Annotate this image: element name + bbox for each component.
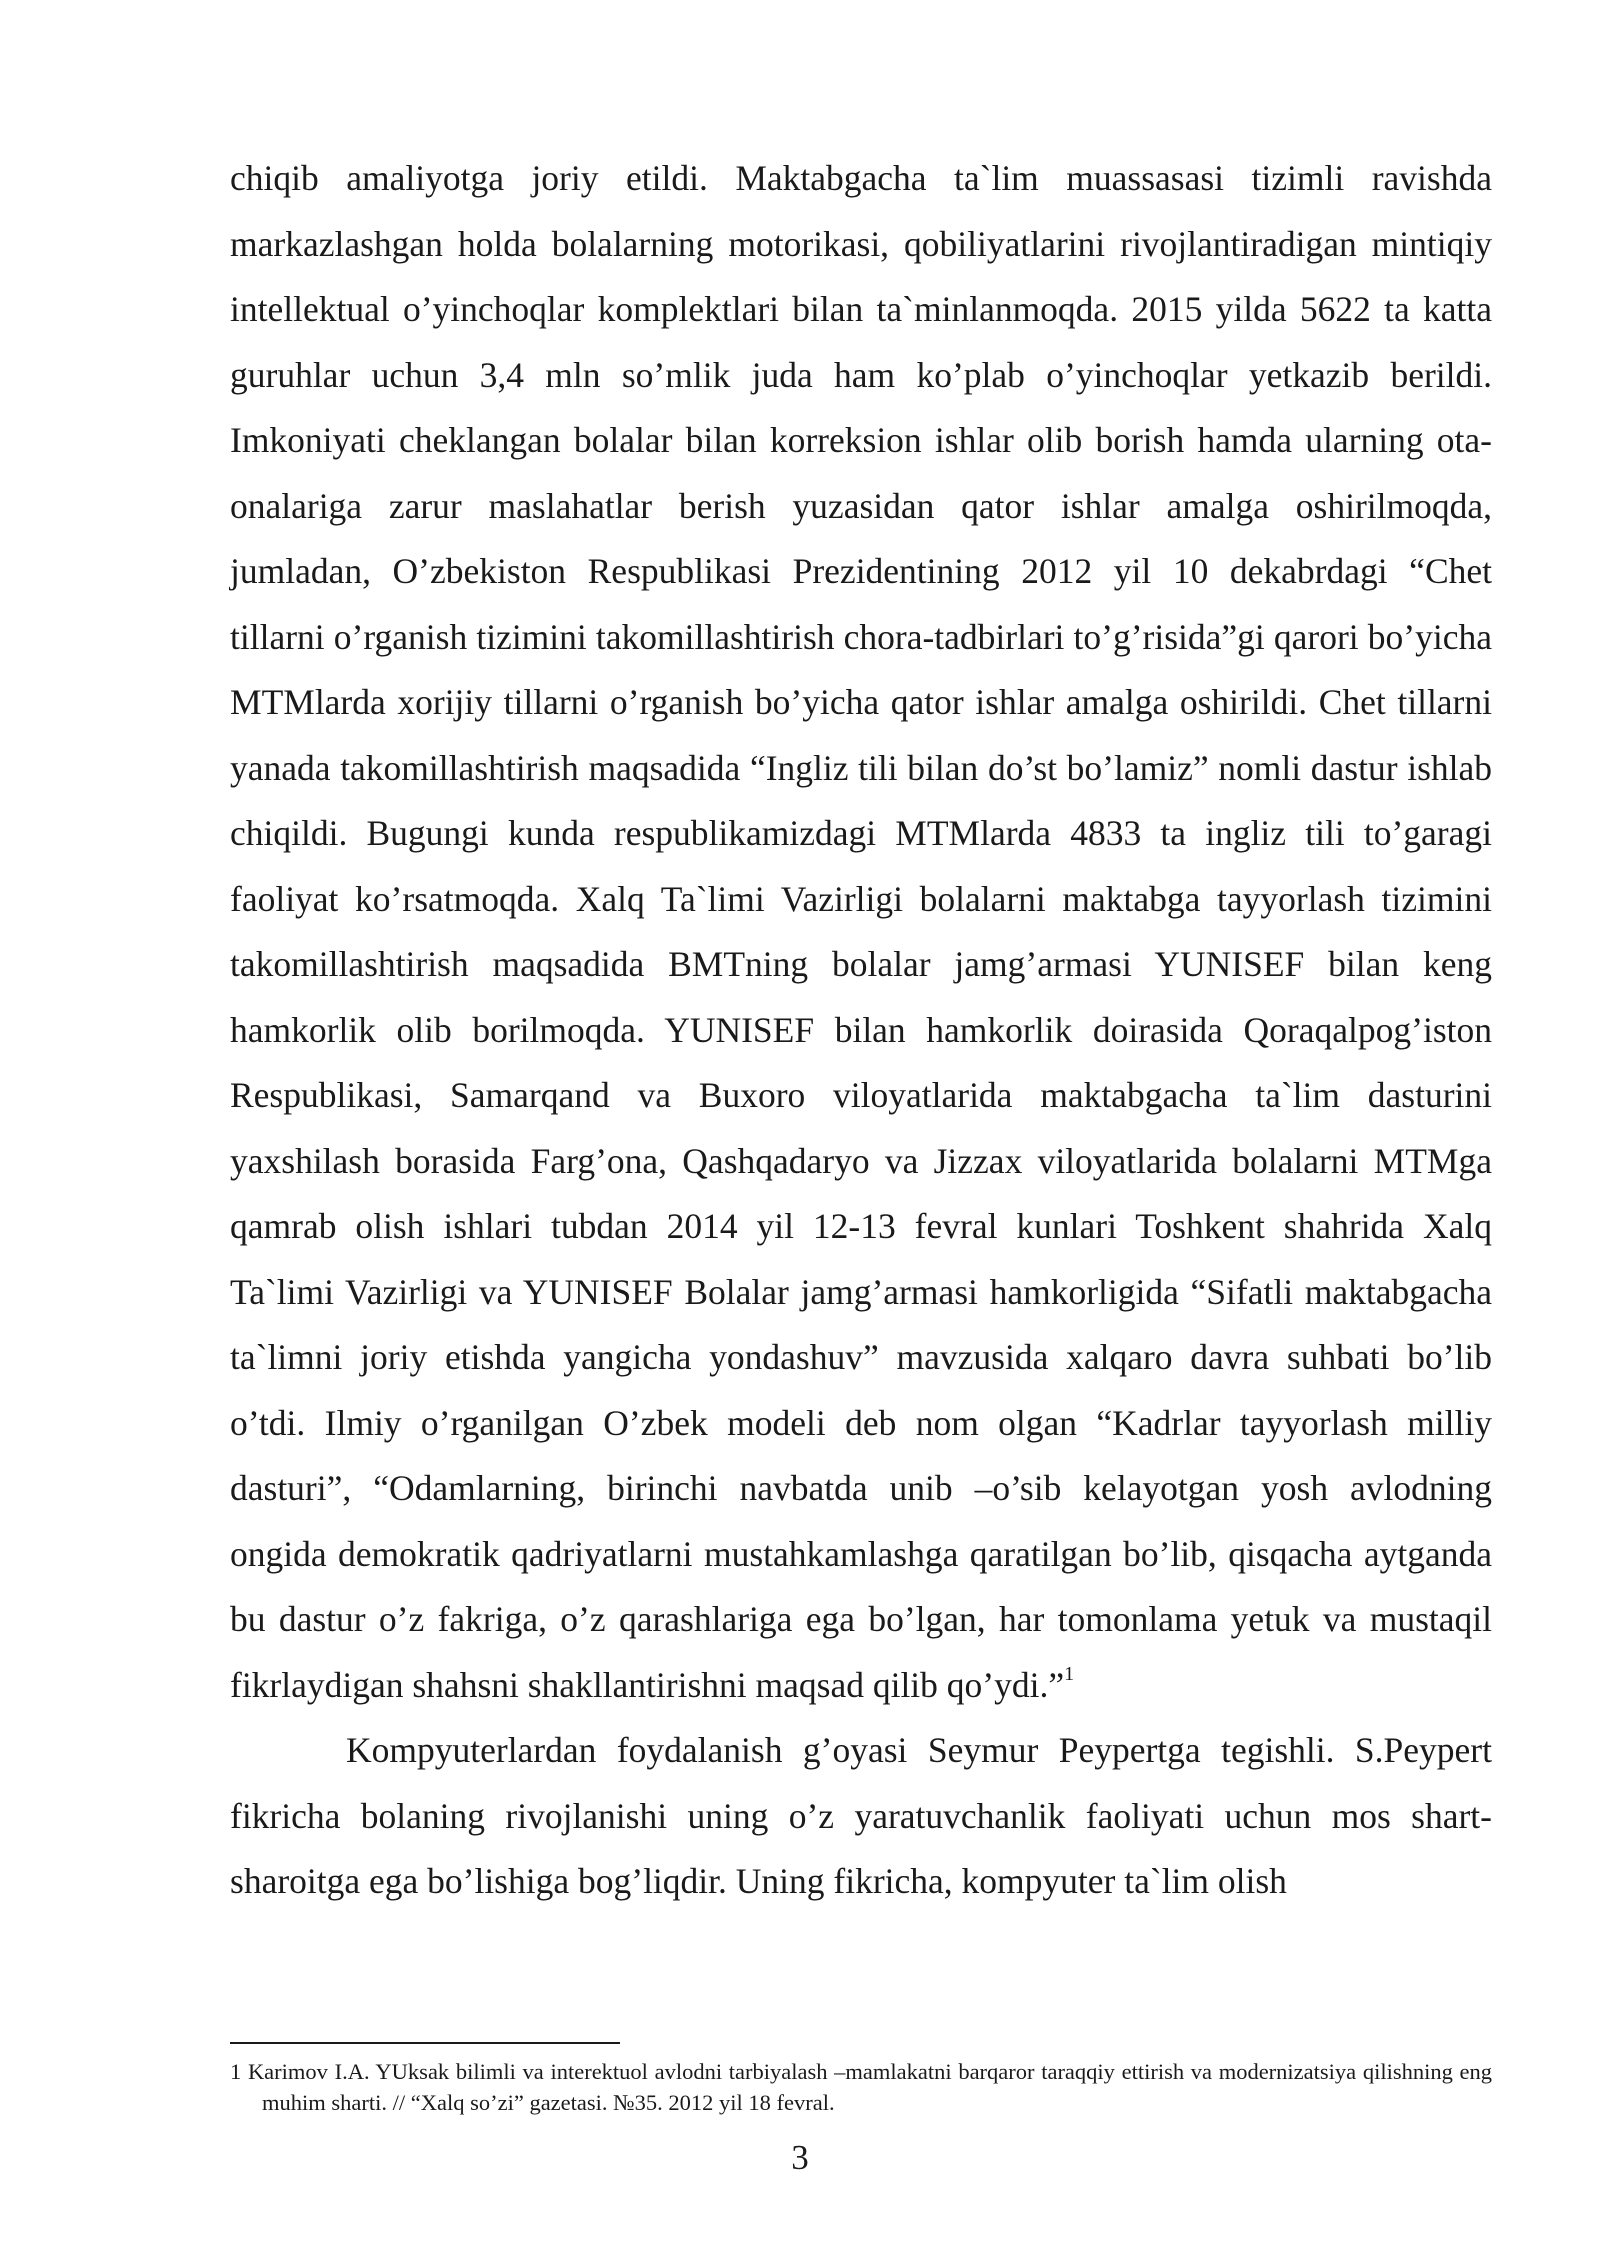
footnote-separator [230, 2042, 620, 2044]
paragraph-1 [230, 146, 1492, 1718]
paragraph-2 [230, 1718, 1492, 1915]
body-text [230, 146, 1492, 1915]
paragraph-2-text: Kompyuterlardan foydalanish g’oyasi Seymur Peypertga tegishli. S.Peypert fikricha bolaning rivojlanishi uning o’z yaratuvchanlik faoliyati uchun mos shart-sharoitga ega bo’lishiga bog’liqdir. Uning fikricha, kompyuter ta`lim olish [230, 1730, 1492, 1901]
footnote [230, 2056, 1492, 2118]
footnote-body [230, 2056, 1492, 2118]
page-number: 3 [791, 2138, 809, 2177]
footnote-reference[interactable]: 1 [1064, 1662, 1075, 1685]
footnote-number: 1 [230, 2059, 242, 2084]
paragraph-1-text: chiqib amaliyotga joriy etildi. Maktabgacha ta`lim muassasasi tizimli ravishda markazlashgan holda bolalarning motorikasi, qobiliyatlarini rivojlantiradigan mintiqiy intellektual o’yinchoqlar komplektlari bilan ta`minlanmoqda. 2015 yilda 5622 ta katta guruhlar uchun 3,4 mln so’mlik juda ham ko’plab o’yinchoqlar yetkazib berildi. Imkoniyati cheklangan bolalar bilan korreksion ishlar olib borish hamda ularning ota-onalariga zarur maslahatlar berish yuzasidan qator ishlar amalga oshirilmoqda, jumladan, O’zbekiston Respublikasi Prezidentining 2012 yil 10 dekabrdagi “Chet tillarni o’rganish tizimini takomillashtirish chora-tadbirlari to’g’risida”gi qarori bo’yicha MTMlarda xorijiy tillarni o’rganish bo’yicha qator ishlar amalga oshirildi. Chet tillarni yanada takomillashtirish maqsadida “Ingliz tili bilan do’st bo’lamiz” nomli dastur ishlab chiqildi. Bugungi kunda respublikamizdagi MTMlarda 4833 ta ingliz tili to’garagi faoliyat ko’rsatmoqda. Xalq Ta`limi Vazirligi bolalarni maktabga tayyorlash tizimini takomillashtirish maqsadida BMTning bolalar jamg’armasi YUNISEF bilan keng hamkorlik olib borilmoqda. YUNISEF bilan hamkorlik doirasida Qoraqalpog’iston Respublikasi, Samarqand va Buxoro viloyatlarida maktabgacha ta`lim dasturini yaxshilash borasida Farg’ona, Qashqadaryo va Jizzax viloyatlarida bolalarni MTMga qamrab olish ishlari tubdan 2014 yil 12-13 fevral kunlari Toshkent shahrida Xalq Ta`limi Vazirligi va YUNISEF Bolalar jamg’armasi hamkorligida “Sifatli maktabgacha ta`limni joriy etishda yangicha yondashuv” mavzusida xalqaro davra suhbati bo’lib o’tdi. Ilmiy o’rganilgan O’zbek modeli deb nom olgan “Kadrlar tayyorlash milliy dasturi”, “Odamlarning, birinchi navbatda unib –o’sib kelayotgan yosh avlodning ongida demokratik qadriyatlarni mustahkamlashga qaratilgan bo’lib, qisqacha aytganda bu dastur o’z fakriga, o’z qarashlariga ega bo’lgan, har tomonlama yetuk va mustaqil fikrlaydigan shahsni shakllantirishni maqsad qilib qo’ydi.” [230, 158, 1492, 1705]
footnote-text: Karimov I.A. YUksak bilimli va interektuol avlodni tarbiyalash –mamlakatni barqaror taraqqiy ettirish va modernizatsiya qilishning eng muhim sharti. // “Xalq so’zi” gazetasi. №35. 2012 yil 18 fevral. [247, 2059, 1492, 2115]
